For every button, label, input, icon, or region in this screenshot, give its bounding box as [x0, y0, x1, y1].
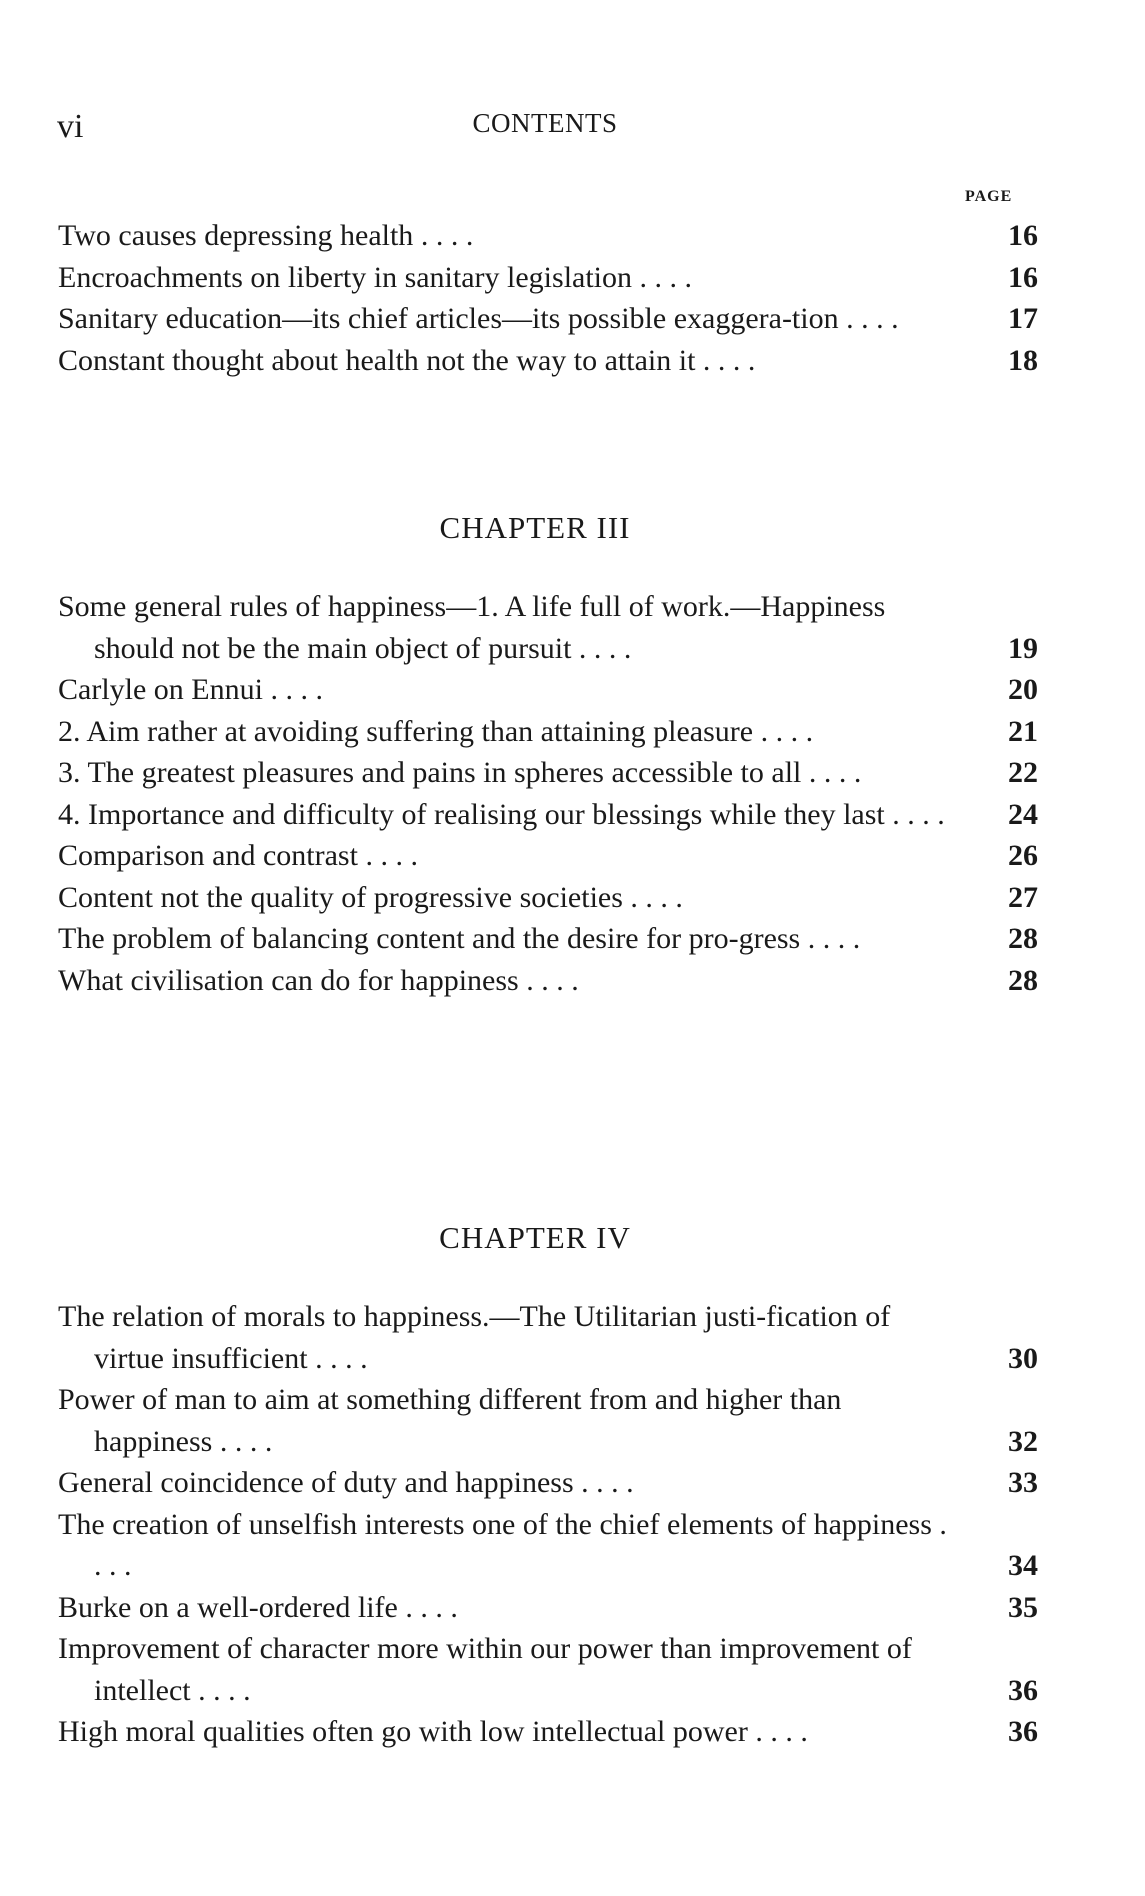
page-number: 32: [1008, 1424, 1038, 1458]
entry-title: What civilisation can do for happiness . . . .: [58, 963, 579, 997]
entry-title: Constant thought about health not the way to attain it . . . .: [58, 343, 756, 377]
page-number: 35: [1008, 1590, 1038, 1624]
section-2-entries: [58, 1296, 1038, 1753]
leader-dots: . . . .: [800, 922, 861, 955]
page-number: 24: [1008, 797, 1038, 831]
contents-entry: [58, 1711, 1038, 1753]
entry-title: Sanitary education—its chief articles—its possible exaggera-tion . . . .: [58, 302, 899, 335]
contents-entry: [58, 1628, 1038, 1711]
entry-title: 2. Aim rather at avoiding suffering than attaining pleasure . . . .: [58, 714, 814, 748]
contents-entry: [58, 298, 1038, 340]
page-number: 36: [1008, 1715, 1038, 1748]
contents-entry: [58, 586, 1038, 669]
leader-dots: . . . .: [838, 302, 899, 335]
leader-dots: . . . .: [518, 963, 579, 997]
contents-entry: [58, 1587, 1038, 1629]
running-head: CONTENTS: [472, 108, 618, 138]
leader-dots: . . . .: [573, 1466, 634, 1499]
page-number: 33: [1008, 1466, 1038, 1499]
chapter-heading: CHAPTER IV: [439, 1220, 631, 1255]
contents-entry: [58, 752, 1038, 794]
page-number: 26: [1008, 839, 1038, 872]
page-number: 21: [1008, 714, 1038, 748]
contents-entry: [58, 711, 1038, 753]
entry-title: 3. The greatest pleasures and pains in spheres accessible to all . . . .: [58, 756, 862, 789]
entry-title: Two causes depressing health . . . .: [58, 219, 474, 252]
page-number: 16: [1008, 260, 1038, 294]
entry-title: High moral qualities often go with low intellectual power . . . .: [58, 1715, 808, 1748]
entry-title: The creation of unselfish interests one of the chief elements of happiness . . . .: [58, 1507, 947, 1582]
entry-title: 4. Importance and difficulty of realising our blessings while they last . . . .: [58, 797, 945, 831]
leader-dots: . . . .: [212, 1424, 273, 1458]
contents-entry: [58, 877, 1038, 919]
entry-title: General coincidence of duty and happiness . . . .: [58, 1466, 634, 1499]
entry-title: Comparison and contrast . . . .: [58, 839, 418, 872]
entry-title: Content not the quality of progressive societies . . . .: [58, 880, 683, 914]
leader-dots: . . . .: [632, 260, 693, 294]
leader-dots: . . . .: [413, 219, 474, 252]
leader-dots: . . . .: [747, 1715, 808, 1748]
page-number: 19: [1008, 631, 1038, 665]
leader-dots: . . . .: [397, 1590, 458, 1624]
leader-dots: . . . .: [801, 756, 862, 789]
entry-title: The relation of morals to happiness.—The Utilitarian justi-fication of virtue insufficient . . . .: [58, 1300, 891, 1375]
page-number: 18: [1008, 343, 1038, 377]
section-0-entries: [58, 215, 1038, 381]
contents-entry: [58, 1462, 1038, 1504]
contents-entry: [58, 257, 1038, 299]
leader-dots: . . . .: [622, 880, 683, 914]
page-number: 16: [1008, 219, 1038, 252]
entry-title: Power of man to aim at something different from and higher than happiness . . . .: [58, 1383, 842, 1458]
contents-entry: [58, 215, 1038, 257]
chapter-heading: CHAPTER III: [439, 510, 631, 545]
entry-title: Encroachments on liberty in sanitary legislation . . . .: [58, 260, 693, 294]
page-number: 28: [1008, 963, 1038, 997]
leader-dots: . . . .: [190, 1673, 251, 1707]
page-folio: vi: [57, 108, 84, 145]
contents-entry: [58, 960, 1038, 1002]
contents-entry: [58, 918, 1038, 960]
leader-dots: . . . .: [753, 714, 814, 748]
page-number: 27: [1008, 880, 1038, 914]
contents-entry: [58, 794, 1038, 836]
contents-entry: [58, 669, 1038, 711]
entry-title: Carlyle on Ennui . . . .: [58, 673, 323, 706]
contents-entry: [58, 835, 1038, 877]
leader-dots: . . . .: [262, 673, 323, 706]
page-column-label: PAGE: [965, 188, 1013, 205]
leader-dots: . . . .: [307, 1341, 368, 1375]
page-number: 28: [1008, 922, 1038, 955]
section-1-entries: [58, 586, 1038, 1001]
contents-entry: [58, 1379, 1038, 1462]
page-number: 36: [1008, 1673, 1038, 1707]
page-number: 17: [1008, 302, 1038, 335]
leader-dots: . . . .: [571, 631, 632, 665]
page-number: 20: [1008, 673, 1038, 706]
page-number: 30: [1008, 1341, 1038, 1375]
leader-dots: . . . .: [695, 343, 756, 377]
entry-title: Burke on a well-ordered life . . . .: [58, 1590, 458, 1624]
entry-title: Some general rules of happiness—1. A life full of work.—Happiness should not be the main object of pursuit . . . .: [58, 590, 886, 665]
contents-entry: [58, 1504, 1038, 1587]
contents-entry: [58, 340, 1038, 382]
leader-dots: . . . .: [884, 797, 945, 831]
page-number: 34: [1008, 1549, 1038, 1582]
contents-entry: [58, 1296, 1038, 1379]
page-number: 22: [1008, 756, 1038, 789]
leader-dots: . . . .: [94, 1507, 947, 1582]
entry-title: Improvement of character more within our power than improvement of intellect . . . .: [58, 1632, 912, 1707]
leader-dots: . . . .: [357, 839, 418, 872]
entry-title: The problem of balancing content and the desire for pro-gress . . . .: [58, 922, 861, 955]
